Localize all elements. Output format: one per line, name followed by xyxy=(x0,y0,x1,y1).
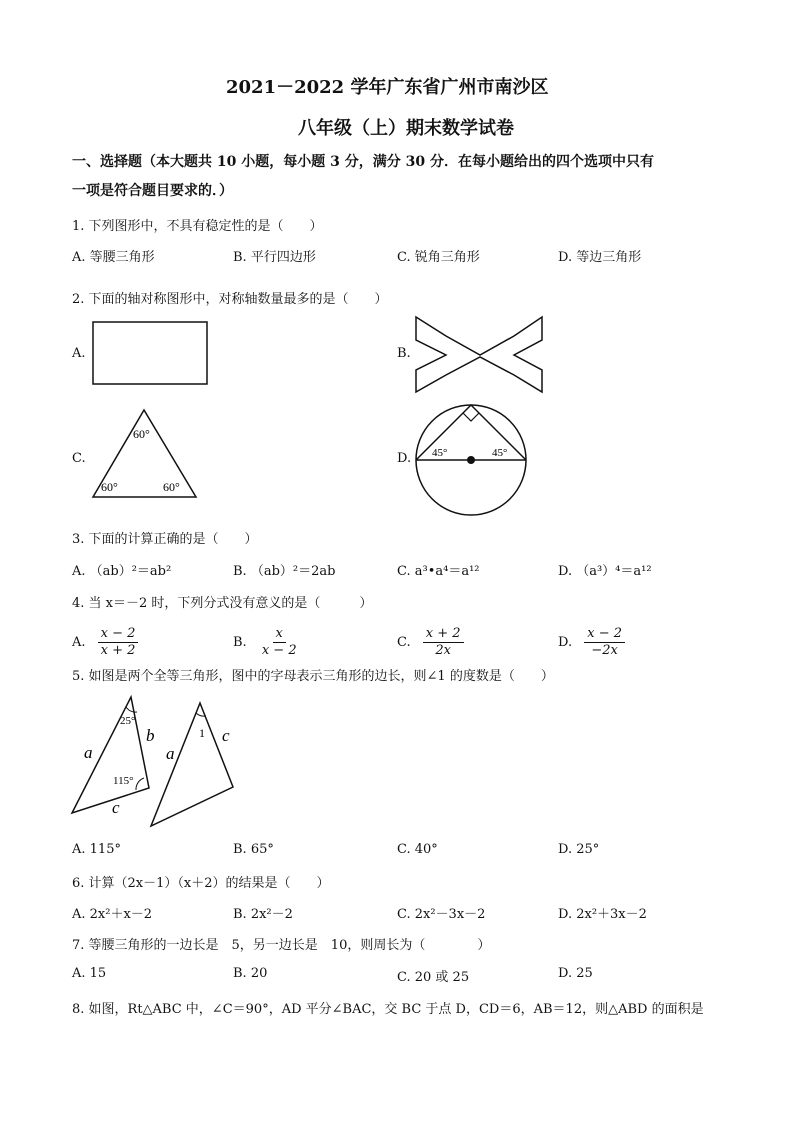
q1-option-a: A. 等腰三角形 xyxy=(72,250,155,265)
q5-angle-115: 115° xyxy=(113,775,134,787)
question-5-stem: 5. 如图是两个全等三角形，图中的字母表示三角形的边长，则∠1 的度数是（ ） xyxy=(72,669,554,684)
triangle-2-figure xyxy=(151,703,233,826)
q6-option-c: C. 2x²－3x－2 xyxy=(397,907,486,922)
question-8-stem: 8. 如图，Rt△ABC 中，∠C＝90°，AD 平分∠BAC，交 BC 于点 D，CD＝6，AB＝12，则△ABD 的面积是 xyxy=(72,1002,704,1017)
triangle-angle-left: 60° xyxy=(101,480,118,494)
q7-option-d: D. 25 xyxy=(558,966,593,981)
q3-option-a: A. （ab）²＝ab² xyxy=(72,564,172,579)
q4-fraction-a: $\frac{x - 2}{x + 2}$ xyxy=(98,626,139,659)
q5-option-d: D. 25° xyxy=(558,842,600,857)
q5-side-c-1: c xyxy=(112,798,120,817)
title-line-1: 2021－2022 学年广东省广州市南沙区 xyxy=(226,77,549,98)
q5-option-c: C. 40° xyxy=(397,842,438,857)
triangle-angle-right: 60° xyxy=(163,480,180,494)
question-2-stem: 2. 下面的轴对称图形中，对称轴数量最多的是（ ） xyxy=(72,292,388,307)
q5-side-c-2: c xyxy=(222,726,230,745)
q2-label-b: B. xyxy=(397,346,411,361)
q3-option-c: C. a³•a⁴＝a¹² xyxy=(397,564,480,579)
q1-option-c: C. 锐角三角形 xyxy=(397,250,480,265)
q4-option-d xyxy=(558,626,625,659)
q5-angle-25: 25° xyxy=(120,715,136,727)
q4-option-c xyxy=(397,626,464,659)
rectangle-figure xyxy=(93,322,207,384)
question-4-stem: 4. 当 x＝－2 时，下列分式没有意义的是（ ） xyxy=(72,596,373,611)
q4-label-b: B. xyxy=(233,635,247,650)
q4-label-d: D. xyxy=(558,635,573,650)
q6-option-d: D. 2x²＋3x－2 xyxy=(558,907,647,922)
q5-option-a: A. 115° xyxy=(72,842,121,857)
section-heading-line-1: 一、选择题（本大题共 10 小题，每小题 3 分，满分 30 分．在每小题给出的四个选项中只有 xyxy=(72,154,654,170)
question-7-stem: 7. 等腰三角形的一边长是 5，另一边长是 10，则周长为（ ） xyxy=(72,938,491,953)
q5-option-b: B. 65° xyxy=(233,842,274,857)
q4-fraction-c: $\frac{x + 2}{2x}$ xyxy=(423,626,464,659)
q2-label-a: A. xyxy=(72,346,86,361)
q4-fraction-b: $\frac{x}{x - 2}$ xyxy=(261,626,297,658)
q4-label-a: A. xyxy=(72,635,86,650)
q4-label-c: C. xyxy=(397,635,411,650)
q3-option-d: D. （a³）⁴＝a¹² xyxy=(558,564,652,579)
q7-option-b: B. 20 xyxy=(233,966,268,981)
q6-option-a: A. 2x²＋x－2 xyxy=(72,907,153,922)
question-1-stem: 1. 下列图形中，不具有稳定性的是（ ） xyxy=(72,219,323,234)
q1-option-d: D. 等边三角形 xyxy=(558,250,642,265)
question-3-stem: 3. 下面的计算正确的是（ ） xyxy=(72,532,258,547)
q4-option-a xyxy=(72,626,138,659)
q1-option-b: B. 平行四边形 xyxy=(233,250,316,265)
triangle-angle-top: 60° xyxy=(133,427,150,441)
circle-center-dot xyxy=(467,456,475,464)
circle-angle-right: 45° xyxy=(492,447,508,459)
q4-fraction-d: $\frac{x - 2}{-2x}$ xyxy=(584,626,625,659)
q6-option-b: B. 2x²－2 xyxy=(233,907,293,922)
q5-side-a-1: a xyxy=(84,743,93,762)
q4-option-b xyxy=(233,626,300,659)
question-6-stem: 6. 计算（2x－1）（x＋2）的结果是（ ） xyxy=(72,876,330,891)
title-line-2: 八年级（上）期末数学试卷 xyxy=(298,118,514,139)
section-heading-line-2: 一项是符合题目要求的．） xyxy=(72,183,233,199)
circle-angle-left: 45° xyxy=(432,447,448,459)
q5-side-a-2: a xyxy=(166,744,175,763)
q7-option-c: C. 20 或 25 xyxy=(397,970,470,985)
q7-option-a: A. 15 xyxy=(72,966,107,981)
q5-angle-1: 1 xyxy=(199,726,205,740)
q2-label-d: D. xyxy=(397,451,412,466)
q2-label-c: C. xyxy=(72,451,86,466)
q3-option-b: B. （ab）²＝2ab xyxy=(233,564,336,579)
q5-side-b-1: b xyxy=(146,726,155,745)
bowtie-figure xyxy=(416,317,542,392)
